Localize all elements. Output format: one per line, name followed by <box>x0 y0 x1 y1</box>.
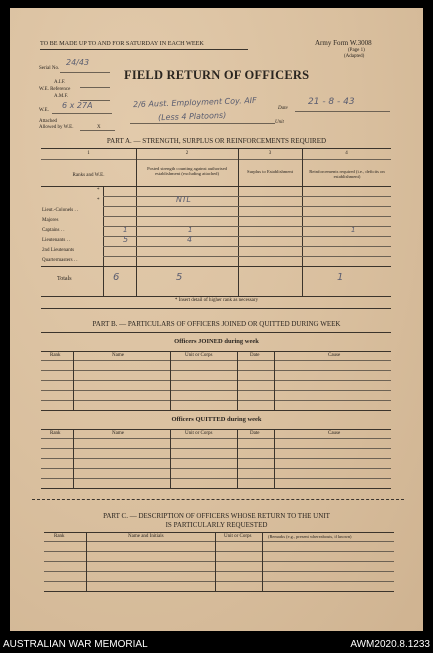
part-c-top-rule <box>44 532 394 533</box>
form-sheet <box>10 8 423 631</box>
quitted-row-rule <box>41 478 391 479</box>
archive-footer <box>0 634 433 653</box>
col-header-surplus: Surplus to Establishment <box>247 169 293 174</box>
totals-label: Totals <box>57 276 72 282</box>
joined-col-unit: Unit or Corps <box>185 353 213 358</box>
reinf-cell: 1 <box>351 226 356 234</box>
rank-label: 2nd Lieutenants <box>42 248 75 253</box>
allowed-x: X <box>97 125 101 130</box>
we-cell: 1 <box>123 226 128 234</box>
totals-top-rule <box>41 266 391 267</box>
quitted-title: Officers QUITTED during week <box>171 416 262 423</box>
date-label: Date <box>278 106 288 111</box>
joined-col-rank: Rank <box>50 353 61 358</box>
form-adapted: (Adapted) <box>344 54 365 59</box>
table-row <box>41 236 391 246</box>
unit-value-line1: 2/6 Aust. Employment Coy. AIF <box>132 95 257 110</box>
col-number-1: 1 <box>87 151 90 156</box>
rank-label: Lieutenants . . <box>42 238 71 243</box>
quitted-col-unit: Unit or Corps <box>185 431 213 436</box>
aif-line <box>80 87 110 88</box>
table-row <box>41 186 391 196</box>
joined-col-divider <box>237 351 238 410</box>
we-label: W.E. <box>39 108 49 113</box>
form-instruction: TO BE MADE UP TO AND FOR SATURDAY IN EACH WEEK <box>40 40 204 47</box>
part-a-top-rule <box>41 148 391 149</box>
date-line <box>295 111 390 112</box>
totals-bottom-rule <box>41 296 391 297</box>
posted-cell: NIL <box>176 195 192 204</box>
rank-label: Lieut.-Colonels . . <box>42 208 79 213</box>
joined-col-date: Date <box>250 353 260 358</box>
quitted-row-rule <box>41 468 391 469</box>
rank-label: Quartermasters . . <box>42 258 78 263</box>
part-c-heading-line1: PART C. — DESCRIPTION OF OFFICERS WHOSE RETURN TO THE UNIT <box>103 512 330 520</box>
part-b-top-rule <box>41 332 391 333</box>
col-number-4: 4 <box>345 151 348 156</box>
posted-cell: 1 <box>188 226 193 234</box>
col-header-posted: Posted strength counting against authorised establishment (excluding attached) <box>147 166 227 177</box>
part-c-col-remarks: (Remarks (e.g., present whereabouts, if known) <box>268 534 352 539</box>
col-number-3: 3 <box>268 151 272 156</box>
quitted-col-divider <box>170 429 171 488</box>
quitted-col-divider <box>73 429 74 488</box>
part-c-col-divider <box>215 532 216 591</box>
part-c-row-rule <box>44 561 394 562</box>
part-c-row-rule <box>44 541 394 542</box>
form-number: Army Form W.3008 <box>315 39 372 47</box>
rank-label: Captains . . <box>42 228 65 233</box>
aif-label: A.I.F. <box>54 80 66 85</box>
unit-line <box>130 123 275 124</box>
amf-label: A.M.F. <box>54 94 69 99</box>
joined-row-rule <box>41 380 391 381</box>
we-value: 6 x 27A <box>62 101 93 110</box>
instruction-underline <box>40 49 248 50</box>
totals-posted: 5 <box>176 272 183 283</box>
posted-cell: 4 <box>187 235 193 244</box>
joined-row-rule <box>41 400 391 401</box>
we-reference-label: W.E. Reference <box>39 87 71 92</box>
form-page: (Page 1) <box>348 48 365 53</box>
table-row <box>41 256 391 266</box>
part-a-heading: PART A. — STRENGTH, SURPLUS OR REINFORCEMENTS REQUIRED <box>106 137 327 145</box>
serial-value: 24/43 <box>66 58 90 67</box>
unit-value-line2: (Less 4 Platoons) <box>157 110 227 123</box>
serial-line <box>60 72 110 73</box>
table-row <box>41 196 391 206</box>
table-row <box>41 216 391 226</box>
we-line <box>52 113 112 114</box>
serial-label: Serial No. <box>39 66 60 71</box>
part-c-col-rank: Rank <box>54 534 65 539</box>
part-c-heading-line2: IS PARTICULARLY REQUESTED <box>165 521 268 529</box>
joined-col-divider <box>274 351 275 410</box>
part-a-end-rule <box>41 308 391 309</box>
part-c-col-divider <box>86 532 87 591</box>
joined-row-rule <box>41 390 391 391</box>
part-c-bottom-rule <box>44 591 394 592</box>
col-number-2: 2 <box>185 151 189 156</box>
allowed-line <box>80 130 115 131</box>
allowed-label: Allowed by W.E. <box>39 125 74 130</box>
totals-we: 6 <box>113 272 120 283</box>
form-title: FIELD RETURN OF OFFICERS <box>124 68 310 82</box>
joined-col-divider <box>170 351 171 410</box>
table-row <box>41 206 391 216</box>
quitted-row-rule <box>41 458 391 459</box>
rank-rows <box>41 186 391 266</box>
part-c-col-divider <box>262 532 263 591</box>
quitted-col-date: Date <box>250 431 260 436</box>
joined-col-cause: Cause <box>328 353 341 358</box>
footer-accession-number: AWM2020.8.1233 <box>350 639 430 650</box>
joined-header-rule <box>41 351 391 352</box>
part-c-row-rule <box>44 571 394 572</box>
joined-row-rule <box>41 360 391 361</box>
table-row <box>41 226 391 236</box>
date-value: 21 - 8 - 43 <box>308 97 355 107</box>
rank-label: Majores <box>42 218 59 223</box>
joined-col-name: Name <box>112 353 124 358</box>
quitted-bottom-rule <box>41 488 391 489</box>
unit-label: Unit <box>275 120 284 125</box>
col-number-rule <box>41 159 391 160</box>
col-header-reinforcements: Reinforcements required (i.e., deficits on establishment) <box>309 169 385 180</box>
part-b-heading: PART B. — PARTICULARS OF OFFICERS JOINED OR QUITTED DURING WEEK <box>92 320 341 328</box>
quitted-col-rank: Rank <box>50 431 61 436</box>
quitted-col-divider <box>237 429 238 488</box>
rank-label: * <box>97 198 100 203</box>
quitted-row-rule <box>41 448 391 449</box>
attached-label: Attached <box>39 119 58 124</box>
joined-row-rule <box>41 370 391 371</box>
table-row <box>41 246 391 256</box>
part-c-col-unit: Unit or Corps <box>224 534 252 539</box>
tear-off-separator <box>32 499 404 500</box>
part-c-row-rule <box>44 551 394 552</box>
joined-col-divider <box>73 351 74 410</box>
joined-bottom-rule <box>41 410 391 411</box>
quitted-row-rule <box>41 438 391 439</box>
totals-reinforcements: 1 <box>337 272 344 283</box>
footnote: * Insert detail of higher rank as necessary <box>174 298 259 303</box>
footer-institution: AUSTRALIAN WAR MEMORIAL <box>3 639 148 650</box>
joined-title: Officers JOINED during week <box>174 338 259 345</box>
quitted-col-cause: Cause <box>328 431 341 436</box>
part-c-col-name: Name and Initials <box>128 534 164 539</box>
quitted-col-divider <box>274 429 275 488</box>
we-cell: 5 <box>123 235 129 244</box>
col-header-ranks: Ranks and W.E. <box>72 173 105 178</box>
part-c-row-rule <box>44 581 394 582</box>
quitted-header-rule <box>41 429 391 430</box>
rank-label: * <box>97 188 100 193</box>
quitted-col-name: Name <box>112 431 124 436</box>
